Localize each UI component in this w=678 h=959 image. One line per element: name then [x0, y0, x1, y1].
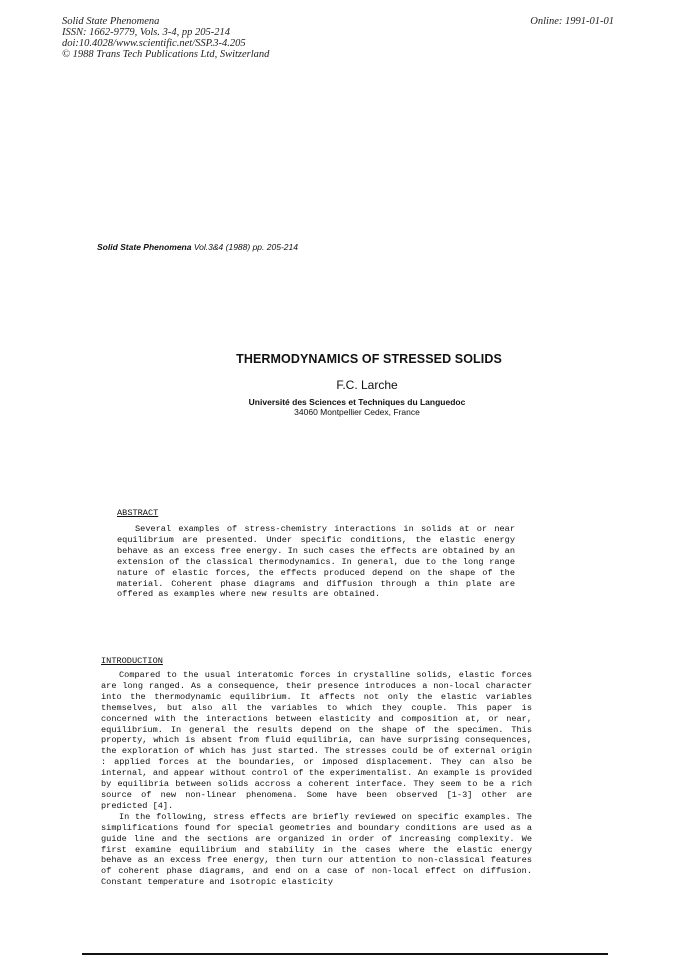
copyright-line: © 1988 Trans Tech Publications Ltd, Switzerland	[62, 49, 270, 60]
introduction-paragraph-1: Compared to the usual interatomic forces in crystalline solids, elastic forces are long ranged. As a consequence, their presence introduces a non-local character into the thermodynamic equilibrium. It affects not only the elastic variables themselves, but also all the variables to which they couple. This paper is concerned with the interactions between elasticity and composition at, or near, equilibrium. In general the results depend on the shape of the specimen. This property, which is absent from fluid equilibria, can have surprising consequences, the exploration of which has just started. The stresses could be of external origin : applied forces at the boundaries, or imposed displacement. They can also be internal, and appear without control of the experimentalist. An example is provided by equilibria between solids accross a coherent interface. They seem to be a rich source of new non-linear phenomena. Some have been observed [1-3] other are predicted [4].	[101, 670, 532, 811]
abstract-text: Several examples of stress-chemistry interactions in solids at or near equilibrium are presented. Under specific conditions, the elastic energy behave as an excess free energy. In such cases the effects are obtained by an extension of the classical thermodynamics. In general, due to the long range nature of elastic forces, the effects produced depend on the shape of the material. Coherent phase diagrams and diffusion through a thin plate are offered as examples where new results are obtained.	[117, 524, 515, 600]
paper-author: F.C. Larche	[336, 378, 398, 392]
abstract-body	[117, 524, 515, 600]
affiliation-institution: Université des Sciences et Techniques du Languedoc	[248, 397, 466, 407]
introduction-body	[101, 670, 532, 888]
introduction-paragraph-2: In the following, stress effects are briefly reviewed on specific examples. The simplifications found for special geometries and boundary conditions are used as a guide line and the sections are organized in order of increasing complexity. We first examine equilibrium and stability in the cases where the elastic energy behave as an excess free energy, then turn our attention to non-classical features of coherent phase diagrams, and end on a case of non-local effect on diffusion. Constant temperature and isotropic elasticity	[101, 811, 532, 888]
footer-rule	[82, 953, 608, 955]
citation-line	[97, 242, 298, 252]
issn-line: ISSN: 1662-9779, Vols. 3-4, pp 205-214	[62, 27, 230, 38]
journal-name: Solid State Phenomena	[62, 16, 160, 27]
paper-title: THERMODYNAMICS OF STRESSED SOLIDS	[236, 352, 502, 366]
journal-header	[62, 16, 269, 60]
doi-line: doi:10.4028/www.scientific.net/SSP.3-4.205	[62, 38, 246, 49]
abstract-heading: ABSTRACT	[117, 508, 159, 518]
introduction-heading: INTRODUCTION	[101, 656, 163, 666]
citation-journal: Solid State Phenomena	[97, 242, 192, 252]
online-date: Online: 1991-01-01	[530, 16, 614, 27]
affiliation-address: 34060 Montpellier Cedex, France	[294, 407, 420, 417]
citation-volume: Vol.3&4 (1988) pp. 205-214	[191, 242, 298, 252]
